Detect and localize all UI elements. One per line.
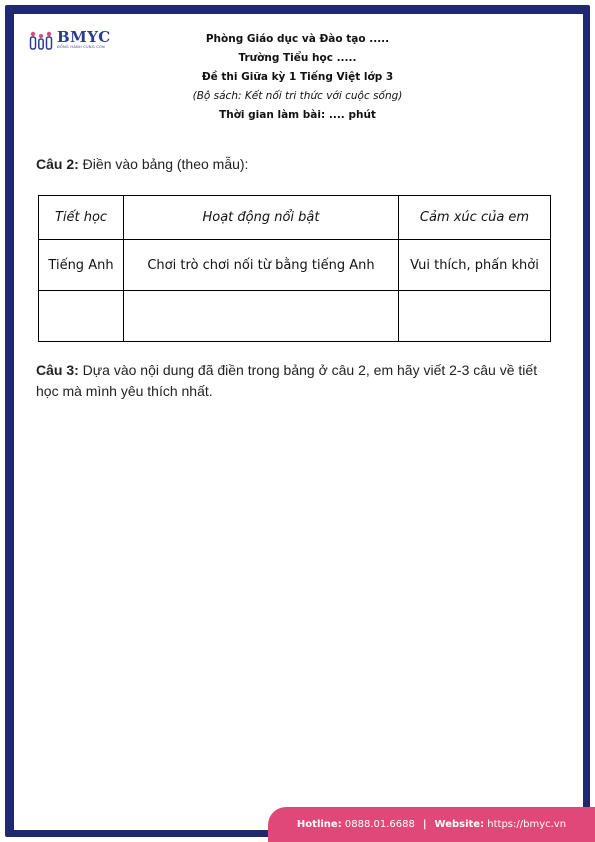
header-department: Phòng Giáo dục và Đào tạo ..... [205, 33, 390, 45]
question-3-number: Câu 3: [36, 362, 79, 378]
question-2 [36, 154, 248, 175]
hotline-label: Hotline: [296, 819, 342, 830]
website-link[interactable]: https://bmyc.vn [487, 819, 567, 830]
brand-name: BMYC [57, 28, 111, 47]
table-cell-blank[interactable] [124, 291, 399, 342]
page-content-area [13, 13, 584, 831]
header-school: Trường Tiểu học ..... [238, 52, 357, 64]
table-cell: Tiếng Anh [39, 240, 124, 291]
table-cell-blank[interactable] [39, 291, 124, 342]
question-3-text: Dựa vào nội dung đã điền trong bảng ở câu 2, em hãy viết 2-3 câu về tiết học mà mình yêu thích nhất. [36, 362, 538, 399]
question-3 [36, 360, 556, 402]
answer-table [38, 195, 551, 342]
header-duration: Thời gian làm bài: .... phút [219, 109, 376, 121]
table-cell: Chơi trò chơi nối từ bằng tiếng Anh [124, 240, 399, 291]
table-row [39, 240, 551, 291]
question-2-text: Điền vào bảng (theo mẫu): [78, 156, 249, 172]
header-exam-title: Đề thi Giữa kỳ 1 Tiếng Việt lớp 3 [201, 71, 394, 83]
table-header-cell: Tiết học [39, 196, 124, 240]
website-label: Website: [434, 819, 485, 830]
table-header-row [39, 196, 551, 240]
table-header-cell: Cảm xúc của em [399, 196, 551, 240]
table-header-cell: Hoạt động nổi bật [124, 196, 399, 240]
brand-tagline: ĐỒNG HÀNH CÙNG CON [57, 45, 105, 50]
question-2-number: Câu 2: [36, 156, 79, 172]
hotline-number[interactable]: 0888.01.6688 [344, 819, 415, 830]
footer-contact-bar [268, 807, 595, 842]
footer-separator: | [422, 819, 427, 830]
table-cell: Vui thích, phấn khởi [399, 240, 551, 291]
table-cell-blank[interactable] [399, 291, 551, 342]
header-book-series: (Bộ sách: Kết nối tri thức với cuộc sống) [192, 90, 403, 102]
table-row [39, 291, 551, 342]
exam-header [0, 30, 595, 125]
